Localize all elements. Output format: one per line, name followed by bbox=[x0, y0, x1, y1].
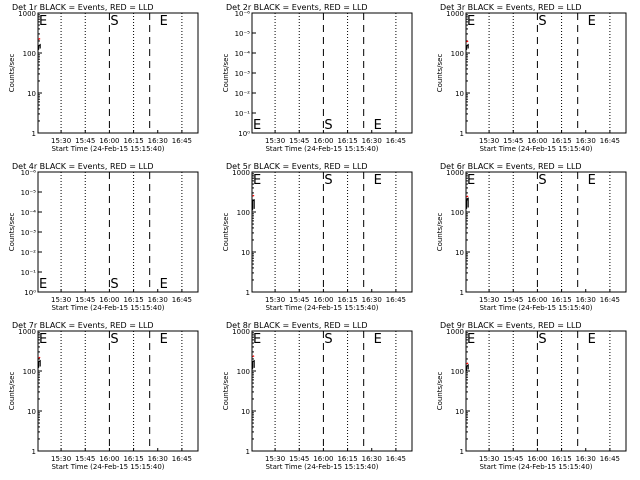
y-tick-label: 1000 bbox=[18, 328, 36, 336]
x-tick-label: 16:00 bbox=[313, 296, 334, 304]
y-axis-label: Counts/sec bbox=[436, 212, 444, 252]
x-tick-label: 15:30 bbox=[478, 455, 500, 463]
y-axis-label: Counts/sec bbox=[436, 53, 444, 93]
x-tick-label: 16:00 bbox=[99, 296, 120, 304]
x-tick-label: 15:30 bbox=[50, 296, 72, 304]
y-axis-label: Counts/sec bbox=[222, 53, 230, 93]
marker-s: S bbox=[324, 332, 333, 347]
plot-frame bbox=[252, 13, 412, 133]
x-tick-label: 16:30 bbox=[361, 455, 382, 463]
x-axis-label: Start Time (24-Feb-15 15:15:40) bbox=[479, 304, 593, 312]
y-tick-label: 1000 bbox=[232, 169, 250, 177]
plot-frame bbox=[252, 331, 412, 451]
x-tick-label: 15:45 bbox=[75, 296, 96, 304]
y-axis-label: Counts/sec bbox=[222, 212, 230, 252]
x-tick-label: 16:00 bbox=[99, 455, 120, 463]
y-tick-label: 10 bbox=[27, 90, 36, 98]
x-tick-label: 16:45 bbox=[385, 296, 406, 304]
x-tick-label: 15:30 bbox=[478, 296, 500, 304]
x-tick-label: 16:15 bbox=[123, 455, 144, 463]
x-tick-label: 16:15 bbox=[337, 455, 358, 463]
marker-e-end: E bbox=[587, 14, 596, 29]
x-tick-label: 15:45 bbox=[289, 296, 310, 304]
x-tick-label: 15:30 bbox=[50, 455, 72, 463]
plot-frame bbox=[38, 331, 198, 451]
x-tick-label: 16:00 bbox=[527, 455, 548, 463]
y-tick-label: 10⁻⁶ bbox=[20, 169, 36, 177]
marker-e-start: E bbox=[253, 173, 262, 188]
series-lld-line bbox=[467, 41, 469, 42]
y-axis-label: Counts/sec bbox=[8, 53, 16, 93]
x-tick-label: 16:00 bbox=[527, 296, 548, 304]
panel-det-2 bbox=[222, 3, 412, 153]
x-tick-label: 16:45 bbox=[171, 296, 192, 304]
y-tick-label: 100 bbox=[450, 368, 464, 376]
x-tick-label: 16:00 bbox=[99, 137, 120, 145]
y-tick-label: 1000 bbox=[446, 10, 464, 18]
x-tick-label: 15:45 bbox=[503, 455, 524, 463]
y-tick-label: 1 bbox=[245, 289, 250, 297]
series-events-line bbox=[39, 45, 41, 50]
panel-det-4 bbox=[8, 162, 198, 312]
x-axis-label: Start Time (24-Feb-15 15:15:40) bbox=[51, 304, 165, 312]
marker-e-start: E bbox=[253, 332, 262, 347]
x-tick-label: 16:15 bbox=[551, 137, 572, 145]
panel-det-6 bbox=[436, 162, 626, 312]
series-events-line bbox=[39, 361, 41, 368]
plot-frame bbox=[252, 172, 412, 292]
x-axis-label: Start Time (24-Feb-15 15:15:40) bbox=[265, 145, 379, 153]
y-tick-label: 1 bbox=[31, 130, 36, 138]
y-axis-label: Counts/sec bbox=[8, 371, 16, 411]
x-tick-label: 15:30 bbox=[264, 296, 286, 304]
panel-title: Det 8r BLACK = Events, RED = LLD bbox=[226, 321, 368, 330]
panel-title: Det 6r BLACK = Events, RED = LLD bbox=[440, 162, 582, 171]
x-tick-label: 16:30 bbox=[147, 455, 168, 463]
marker-s: S bbox=[538, 173, 547, 188]
series-lld-line bbox=[253, 356, 255, 357]
x-tick-label: 16:45 bbox=[171, 455, 192, 463]
y-tick-label: 1 bbox=[459, 448, 464, 456]
panel-det-7 bbox=[8, 321, 198, 471]
x-tick-label: 15:30 bbox=[264, 455, 286, 463]
marker-e-end: E bbox=[159, 277, 168, 292]
marker-s: S bbox=[110, 277, 119, 292]
marker-e-end: E bbox=[373, 118, 382, 133]
y-tick-label: 100 bbox=[450, 209, 464, 217]
x-tick-label: 15:45 bbox=[289, 455, 310, 463]
series-lld-line bbox=[253, 195, 255, 196]
x-tick-label: 16:30 bbox=[361, 296, 382, 304]
y-axis-label: Counts/sec bbox=[8, 212, 16, 252]
panel-title: Det 4r BLACK = Events, RED = LLD bbox=[12, 162, 154, 171]
series-events-line bbox=[253, 200, 255, 210]
x-tick-label: 15:45 bbox=[503, 296, 524, 304]
y-tick-label: 100 bbox=[450, 50, 464, 58]
marker-e-end: E bbox=[373, 332, 382, 347]
y-tick-label: 10⁻¹ bbox=[20, 269, 36, 277]
x-tick-label: 16:00 bbox=[313, 455, 334, 463]
plot-frame bbox=[38, 172, 198, 292]
marker-e-end: E bbox=[159, 14, 168, 29]
y-tick-label: 10 bbox=[241, 408, 250, 416]
panel-det-1 bbox=[8, 3, 198, 153]
marker-e-end: E bbox=[159, 332, 168, 347]
x-tick-label: 16:30 bbox=[575, 296, 596, 304]
x-axis-label: Start Time (24-Feb-15 15:15:40) bbox=[265, 463, 379, 471]
x-tick-label: 16:15 bbox=[551, 296, 572, 304]
x-tick-label: 16:15 bbox=[123, 137, 144, 145]
marker-s: S bbox=[538, 332, 547, 347]
panel-title: Det 2r BLACK = Events, RED = LLD bbox=[226, 3, 368, 12]
x-tick-label: 16:30 bbox=[147, 137, 168, 145]
x-tick-label: 16:15 bbox=[123, 296, 144, 304]
y-tick-label: 1000 bbox=[232, 328, 250, 336]
panel-det-8 bbox=[222, 321, 412, 471]
marker-s: S bbox=[538, 14, 547, 29]
marker-e-end: E bbox=[587, 173, 596, 188]
y-tick-label: 1 bbox=[459, 289, 464, 297]
x-tick-label: 16:15 bbox=[551, 455, 572, 463]
y-tick-label: 10 bbox=[455, 249, 464, 257]
x-tick-label: 16:30 bbox=[147, 296, 168, 304]
marker-e-start: E bbox=[467, 173, 476, 188]
panel-title: Det 3r BLACK = Events, RED = LLD bbox=[440, 3, 582, 12]
x-tick-label: 16:30 bbox=[575, 137, 596, 145]
y-tick-label: 10 bbox=[455, 90, 464, 98]
series-lld-line bbox=[39, 357, 41, 358]
y-tick-label: 10⁻⁴ bbox=[20, 209, 36, 217]
marker-e-start: E bbox=[39, 332, 48, 347]
panel-title: Det 7r BLACK = Events, RED = LLD bbox=[12, 321, 154, 330]
y-tick-label: 10⁻⁵ bbox=[234, 30, 250, 38]
y-tick-label: 1000 bbox=[18, 10, 36, 18]
x-tick-label: 16:15 bbox=[337, 137, 358, 145]
panel-title: Det 1r BLACK = Events, RED = LLD bbox=[12, 3, 154, 12]
y-axis-label: Counts/sec bbox=[436, 371, 444, 411]
y-tick-label: 1000 bbox=[446, 328, 464, 336]
panel-title: Det 5r BLACK = Events, RED = LLD bbox=[226, 162, 368, 171]
y-tick-label: 100 bbox=[22, 368, 36, 376]
x-axis-label: Start Time (24-Feb-15 15:15:40) bbox=[479, 463, 593, 471]
y-tick-label: 10⁻³ bbox=[234, 70, 250, 78]
plot-frame bbox=[38, 13, 198, 133]
x-axis-label: Start Time (24-Feb-15 15:15:40) bbox=[265, 304, 379, 312]
series-events-line bbox=[467, 45, 469, 50]
y-tick-label: 1000 bbox=[446, 169, 464, 177]
x-tick-label: 15:30 bbox=[264, 137, 286, 145]
x-tick-label: 16:45 bbox=[171, 137, 192, 145]
y-tick-label: 10⁰ bbox=[238, 130, 250, 138]
plot-frame bbox=[466, 13, 626, 133]
y-tick-label: 100 bbox=[22, 50, 36, 58]
marker-s: S bbox=[110, 14, 119, 29]
y-axis-label: Counts/sec bbox=[222, 371, 230, 411]
x-tick-label: 16:45 bbox=[385, 137, 406, 145]
x-axis-label: Start Time (24-Feb-15 15:15:40) bbox=[479, 145, 593, 153]
y-tick-label: 1 bbox=[245, 448, 250, 456]
x-tick-label: 16:00 bbox=[313, 137, 334, 145]
x-tick-label: 15:30 bbox=[50, 137, 72, 145]
plot-frame bbox=[466, 172, 626, 292]
marker-e-start: E bbox=[39, 277, 48, 292]
series-lld-line bbox=[39, 39, 41, 40]
x-axis-label: Start Time (24-Feb-15 15:15:40) bbox=[51, 463, 165, 471]
y-tick-label: 100 bbox=[236, 368, 250, 376]
y-tick-label: 1 bbox=[31, 448, 36, 456]
panel-title: Det 9r BLACK = Events, RED = LLD bbox=[440, 321, 582, 330]
marker-e-start: E bbox=[467, 332, 476, 347]
marker-s: S bbox=[110, 332, 119, 347]
marker-e-start: E bbox=[467, 14, 476, 29]
marker-s: S bbox=[324, 173, 333, 188]
y-tick-label: 10⁰ bbox=[24, 289, 36, 297]
series-lld-line bbox=[467, 363, 469, 364]
series-lld-line bbox=[467, 196, 469, 197]
y-tick-label: 10⁻¹ bbox=[234, 110, 250, 118]
marker-e-end: E bbox=[587, 332, 596, 347]
x-tick-label: 15:45 bbox=[289, 137, 310, 145]
x-tick-label: 16:45 bbox=[385, 455, 406, 463]
x-tick-label: 16:45 bbox=[599, 137, 620, 145]
x-tick-label: 15:45 bbox=[75, 455, 96, 463]
x-tick-label: 16:45 bbox=[599, 296, 620, 304]
x-axis-label: Start Time (24-Feb-15 15:15:40) bbox=[51, 145, 165, 153]
x-tick-label: 16:15 bbox=[337, 296, 358, 304]
y-tick-label: 10⁻⁴ bbox=[234, 50, 250, 58]
x-tick-label: 16:00 bbox=[527, 137, 548, 145]
series-events-line bbox=[253, 361, 255, 370]
marker-e-start: E bbox=[253, 118, 262, 133]
y-tick-label: 10⁻⁶ bbox=[234, 10, 250, 18]
y-tick-label: 10⁻² bbox=[234, 90, 250, 98]
x-tick-label: 16:45 bbox=[599, 455, 620, 463]
marker-e-end: E bbox=[373, 173, 382, 188]
y-tick-label: 10 bbox=[27, 408, 36, 416]
panel-det-5 bbox=[222, 162, 412, 312]
panel-det-9 bbox=[436, 321, 626, 471]
series-events-line bbox=[467, 365, 469, 371]
y-tick-label: 1 bbox=[459, 130, 464, 138]
y-tick-label: 10⁻² bbox=[20, 249, 36, 257]
y-tick-label: 10⁻³ bbox=[20, 229, 36, 237]
plot-frame bbox=[466, 331, 626, 451]
x-tick-label: 15:45 bbox=[75, 137, 96, 145]
x-tick-label: 16:30 bbox=[361, 137, 382, 145]
x-tick-label: 15:30 bbox=[478, 137, 500, 145]
marker-e-start: E bbox=[39, 14, 48, 29]
y-tick-label: 100 bbox=[236, 209, 250, 217]
marker-s: S bbox=[324, 118, 333, 133]
x-tick-label: 15:45 bbox=[503, 137, 524, 145]
y-tick-label: 10⁻⁵ bbox=[20, 189, 36, 197]
y-tick-label: 10 bbox=[455, 408, 464, 416]
x-tick-label: 16:30 bbox=[575, 455, 596, 463]
panel-det-3 bbox=[436, 3, 626, 153]
y-tick-label: 10 bbox=[241, 249, 250, 257]
